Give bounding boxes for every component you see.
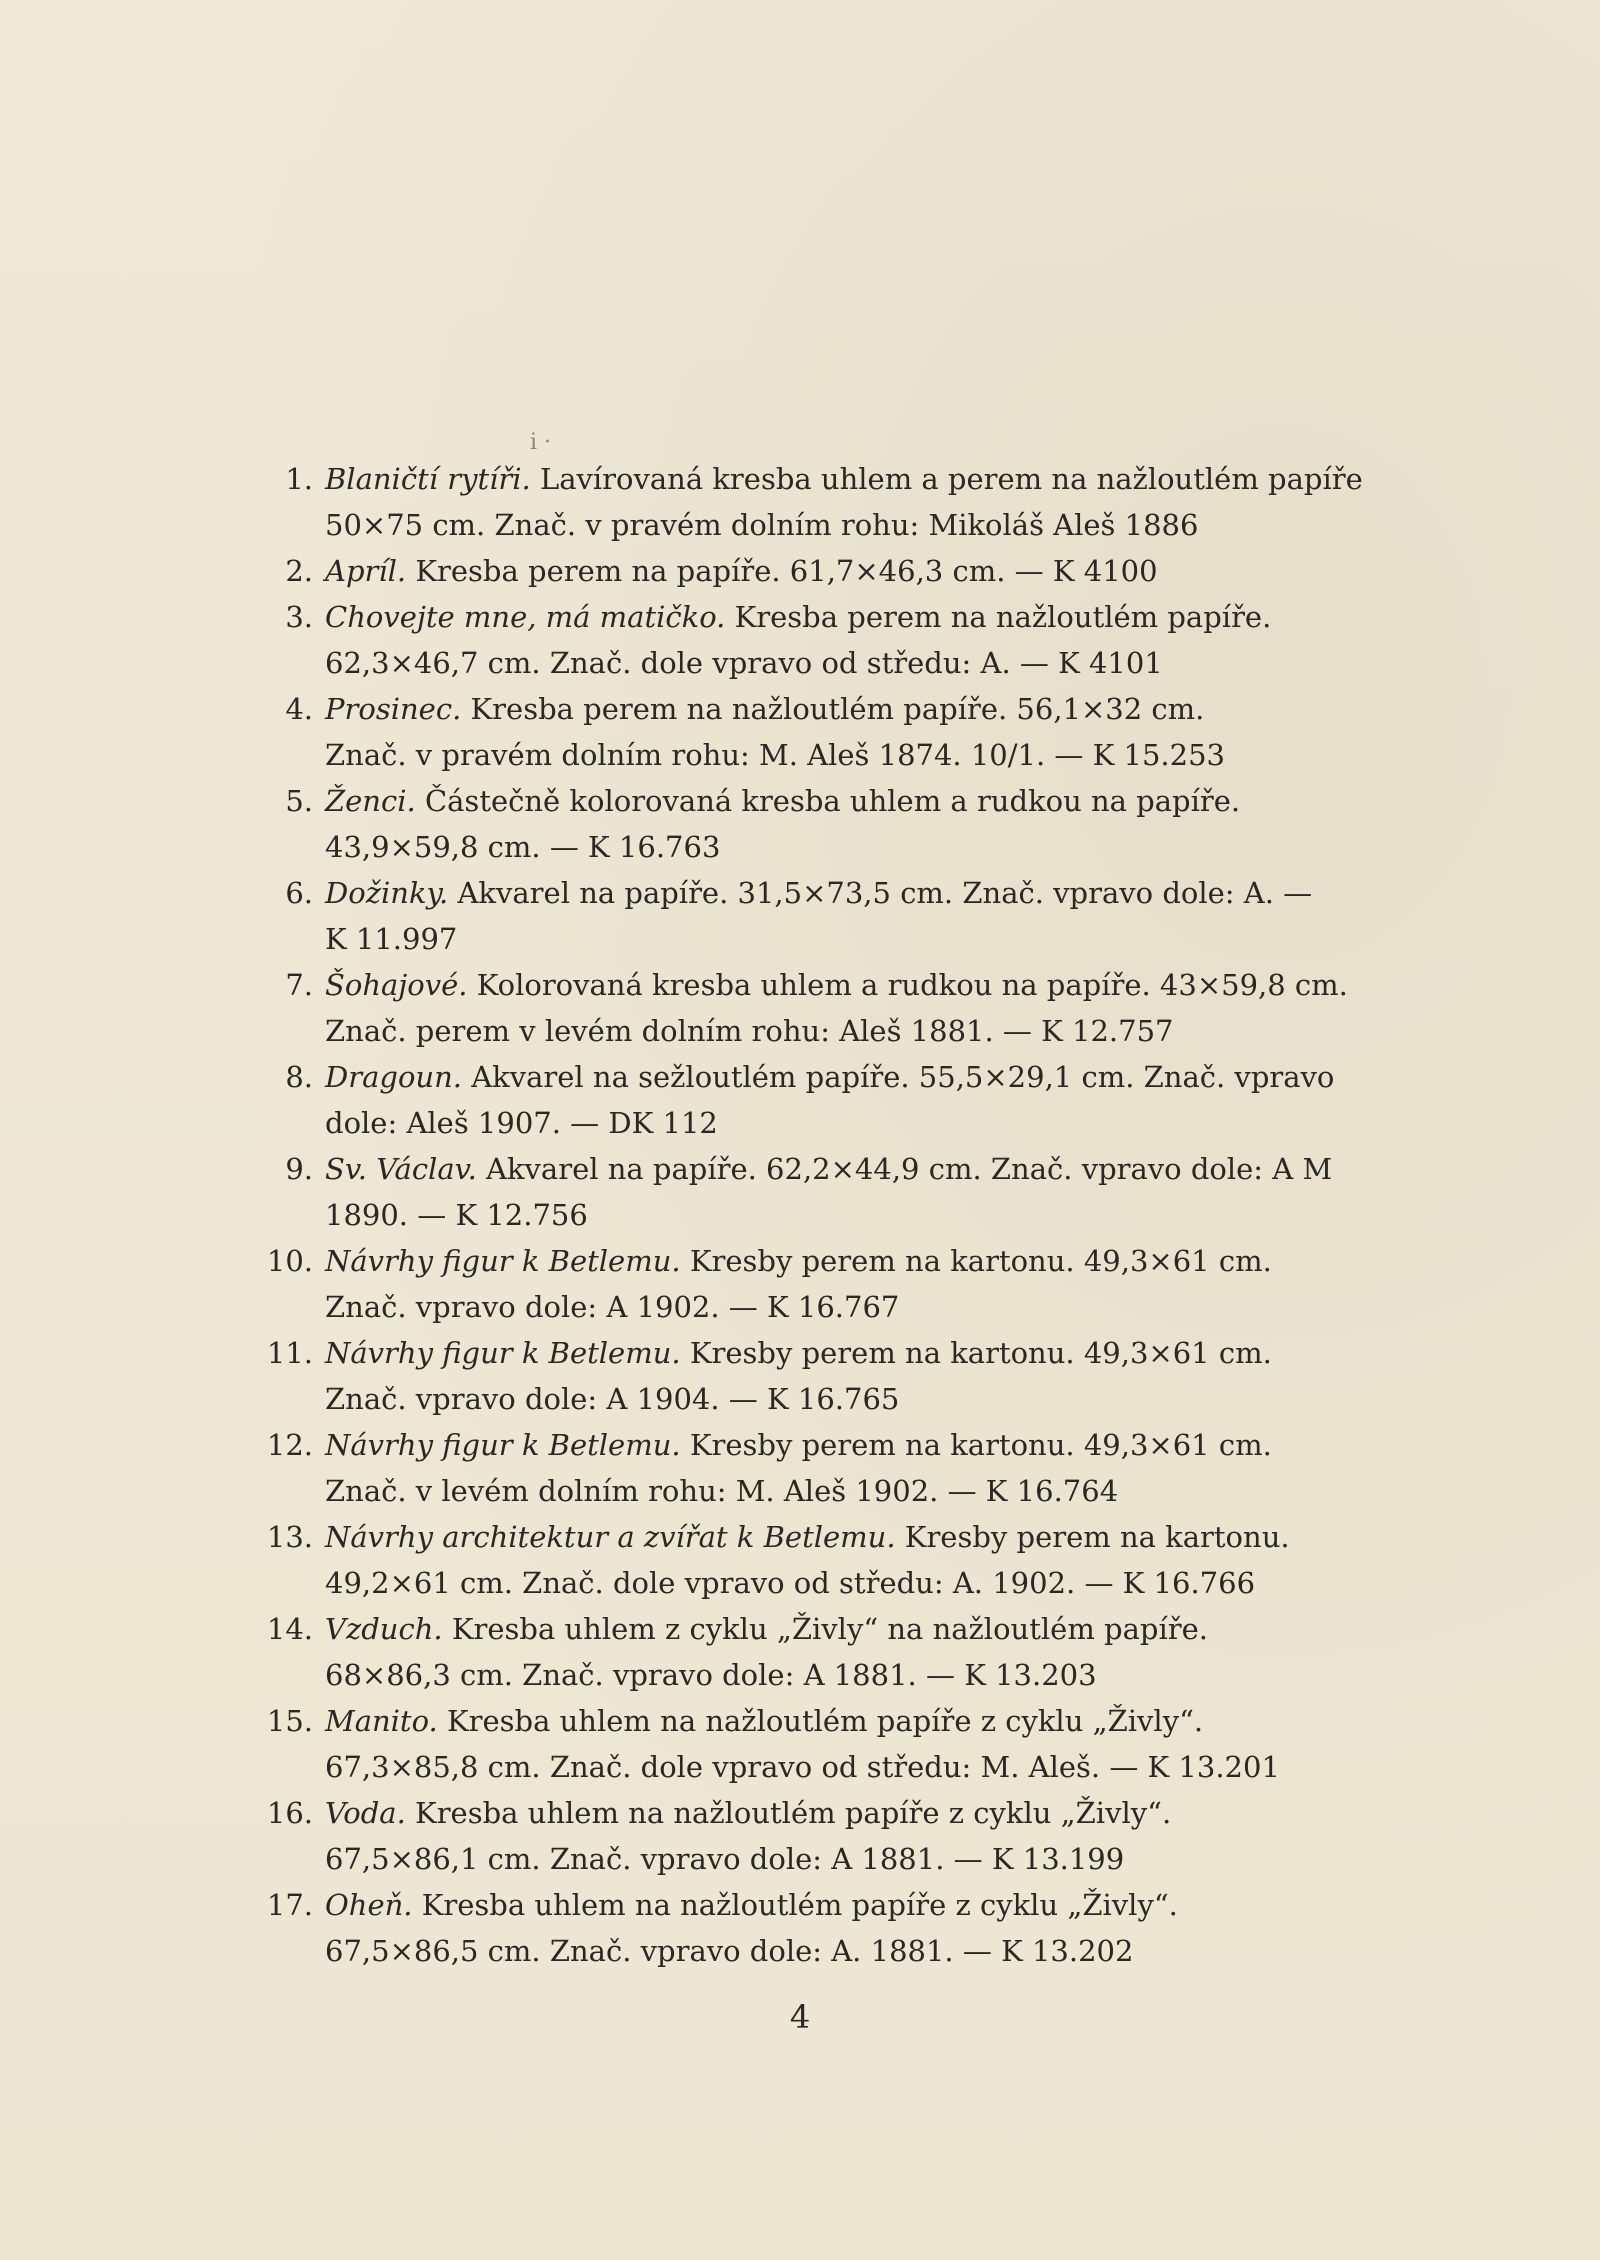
catalog-entry [250,1790,1380,1882]
entry-continuation: 67,5×86,1 cm. Znač. vpravo dole: A 1881. — K 13.199 [325,1842,1125,1876]
entry-title: Šohajové. [325,968,468,1002]
entry-title: Prosinec. [325,692,462,726]
entry-line-1 [250,686,1380,732]
entry-number: 11. [266,1336,313,1370]
entry-line-2 [250,1376,1380,1422]
entry-title: Návrhy figur k Betlemu. [325,1428,681,1462]
catalog-entry [250,778,1380,870]
entry-description: Lavírovaná kresba uhlem a perem na nažloutlém papíře [539,462,1363,496]
entry-description: Částečně kolorovaná kresba uhlem a rudkou na papíře. [424,784,1241,818]
entry-number: 4. [285,692,313,726]
entry-number: 2. [285,554,313,588]
catalog-entry [250,594,1380,686]
entry-title: Návrhy architektur a zvířat k Betlemu. [325,1520,896,1554]
entry-number: 14. [266,1612,313,1646]
entry-continuation: 49,2×61 cm. Znač. dole vpravo od středu: A. 1902. — K 16.766 [325,1566,1256,1600]
catalog-entry [250,1882,1380,1974]
entry-line-1 [250,962,1380,1008]
catalog-entry [250,962,1380,1054]
entry-title: Dragoun. [325,1060,462,1094]
entry-line-2 [250,1284,1380,1330]
entry-continuation: Znač. vpravo dole: A 1902. — K 16.767 [325,1290,900,1324]
catalog-entry [250,1146,1380,1238]
entry-continuation: K 11.997 [325,922,458,956]
entry-continuation: 43,9×59,8 cm. — K 16.763 [325,830,721,864]
entry-line-2 [250,1192,1380,1238]
entry-title: Návrhy figur k Betlemu. [325,1244,681,1278]
catalog-entry [250,1514,1380,1606]
entry-description: Kresba uhlem z cyklu „Živly“ na nažloutlém papíře. [451,1612,1208,1646]
catalog-entry [250,456,1380,548]
entry-title: Vzduch. [325,1612,443,1646]
entry-continuation: dole: Aleš 1907. — DK 112 [325,1106,718,1140]
entry-line-1 [250,456,1380,502]
entry-line-1 [250,594,1380,640]
entry-title: Oheň. [325,1888,413,1922]
entry-line-2 [250,1100,1380,1146]
entry-line-2 [250,1744,1380,1790]
entry-line-2 [250,640,1380,686]
entry-line-2 [250,1836,1380,1882]
catalog-list [250,456,1380,1974]
entry-description: Akvarel na papíře. 31,5×73,5 cm. Znač. vpravo dole: A. — [457,876,1313,910]
entry-number: 3. [285,600,313,634]
entry-title: Blaničtí rytíři. [325,462,531,496]
catalog-entry [250,1238,1380,1330]
entry-description: Kresba uhlem na nažloutlém papíře z cyklu „Živly“. [415,1796,1172,1830]
entry-description: Kresba perem na nažloutlém papíře. 56,1×32 cm. [470,692,1205,726]
catalog-entry [250,548,1380,594]
entry-title: Chovejte mne, má matičko. [325,600,726,634]
entry-description: Kresba uhlem na nažloutlém papíře z cyklu „Živly“. [421,1888,1178,1922]
catalog-entry [250,870,1380,962]
entry-line-2 [250,824,1380,870]
entry-description: Kresby perem na kartonu. [904,1520,1290,1554]
entry-line-2 [250,502,1380,548]
entry-number: 12. [266,1428,313,1462]
entry-title: Sv. Václav. [325,1152,477,1186]
entry-line-1 [250,1790,1380,1836]
entry-line-1 [250,548,1380,594]
entry-title: Apríl. [325,554,407,588]
catalog-entry [250,1606,1380,1698]
entry-continuation: 67,3×85,8 cm. Znač. dole vpravo od středu: M. Aleš. — K 13.201 [325,1750,1280,1784]
entry-line-1 [250,1882,1380,1928]
entry-line-1 [250,1330,1380,1376]
catalog-entry [250,1422,1380,1514]
entry-line-1 [250,1698,1380,1744]
entry-continuation: Znač. v pravém dolním rohu: M. Aleš 1874. 10/1. — K 15.253 [325,738,1225,772]
entry-line-2 [250,732,1380,778]
entry-description: Kresby perem na kartonu. 49,3×61 cm. [689,1428,1272,1462]
entry-description: Kolorovaná kresba uhlem a rudkou na papíře. 43×59,8 cm. [476,968,1348,1002]
entry-number: 8. [285,1060,313,1094]
entry-number: 13. [266,1520,313,1554]
entry-title: Ženci. [325,784,416,818]
catalog-entry [250,1330,1380,1422]
entry-line-2 [250,1928,1380,1974]
entry-number: 15. [266,1704,313,1738]
entry-description: Kresby perem na kartonu. 49,3×61 cm. [689,1336,1272,1370]
entry-line-1 [250,1606,1380,1652]
entry-line-1 [250,1146,1380,1192]
entry-description: Kresba perem na papíře. 61,7×46,3 cm. — K 4100 [415,554,1158,588]
catalog-entry [250,1698,1380,1790]
entry-continuation: 67,5×86,5 cm. Znač. vpravo dole: A. 1881. — K 13.202 [325,1934,1134,1968]
entry-continuation: 1890. — K 12.756 [325,1198,588,1232]
entry-line-1 [250,778,1380,824]
entry-description: Kresba uhlem na nažloutlém papíře z cyklu „Živly“. [446,1704,1204,1738]
entry-title: Manito. [325,1704,438,1738]
entry-title: Dožinky. [325,876,449,910]
entry-line-1 [250,1422,1380,1468]
entry-number: 5. [285,784,313,818]
stray-marks: i · [530,430,552,455]
entry-number: 6. [285,876,313,910]
entry-line-2 [250,1008,1380,1054]
entry-continuation: Znač. vpravo dole: A 1904. — K 16.765 [325,1382,900,1416]
entry-number: 16. [266,1796,313,1830]
entry-line-2 [250,1560,1380,1606]
entry-description: Kresby perem na kartonu. 49,3×61 cm. [689,1244,1272,1278]
catalog-entry [250,686,1380,778]
entry-line-2 [250,1652,1380,1698]
entry-description: Akvarel na papíře. 62,2×44,9 cm. Znač. vpravo dole: A M [486,1152,1333,1186]
entry-number: 1. [285,462,313,496]
entry-number: 7. [285,968,313,1002]
entry-number: 9. [285,1152,313,1186]
entry-number: 17. [266,1888,313,1922]
entry-line-1 [250,1514,1380,1560]
page-number: 4 [789,1998,811,2036]
entry-description: Kresba perem na nažloutlém papíře. [734,600,1272,634]
entry-line-1 [250,1238,1380,1284]
entry-title: Voda. [325,1796,406,1830]
entry-number: 10. [266,1244,313,1278]
entry-line-1 [250,1054,1380,1100]
entry-title: Návrhy figur k Betlemu. [325,1336,681,1370]
entry-continuation: 50×75 cm. Znač. v pravém dolním rohu: Mikoláš Aleš 1886 [325,508,1199,542]
entry-description: Akvarel na sežloutlém papíře. 55,5×29,1 cm. Znač. vpravo [471,1060,1335,1094]
entry-line-2 [250,1468,1380,1514]
entry-continuation: 68×86,3 cm. Znač. vpravo dole: A 1881. — K 13.203 [325,1658,1097,1692]
entry-continuation: Znač. perem v levém dolním rohu: Aleš 1881. — K 12.757 [325,1014,1174,1048]
entry-continuation: 62,3×46,7 cm. Znač. dole vpravo od středu: A. — K 4101 [325,646,1163,680]
entry-line-2 [250,916,1380,962]
catalog-entry [250,1054,1380,1146]
entry-line-1 [250,870,1380,916]
entry-continuation: Znač. v levém dolním rohu: M. Aleš 1902. — K 16.764 [325,1474,1119,1508]
